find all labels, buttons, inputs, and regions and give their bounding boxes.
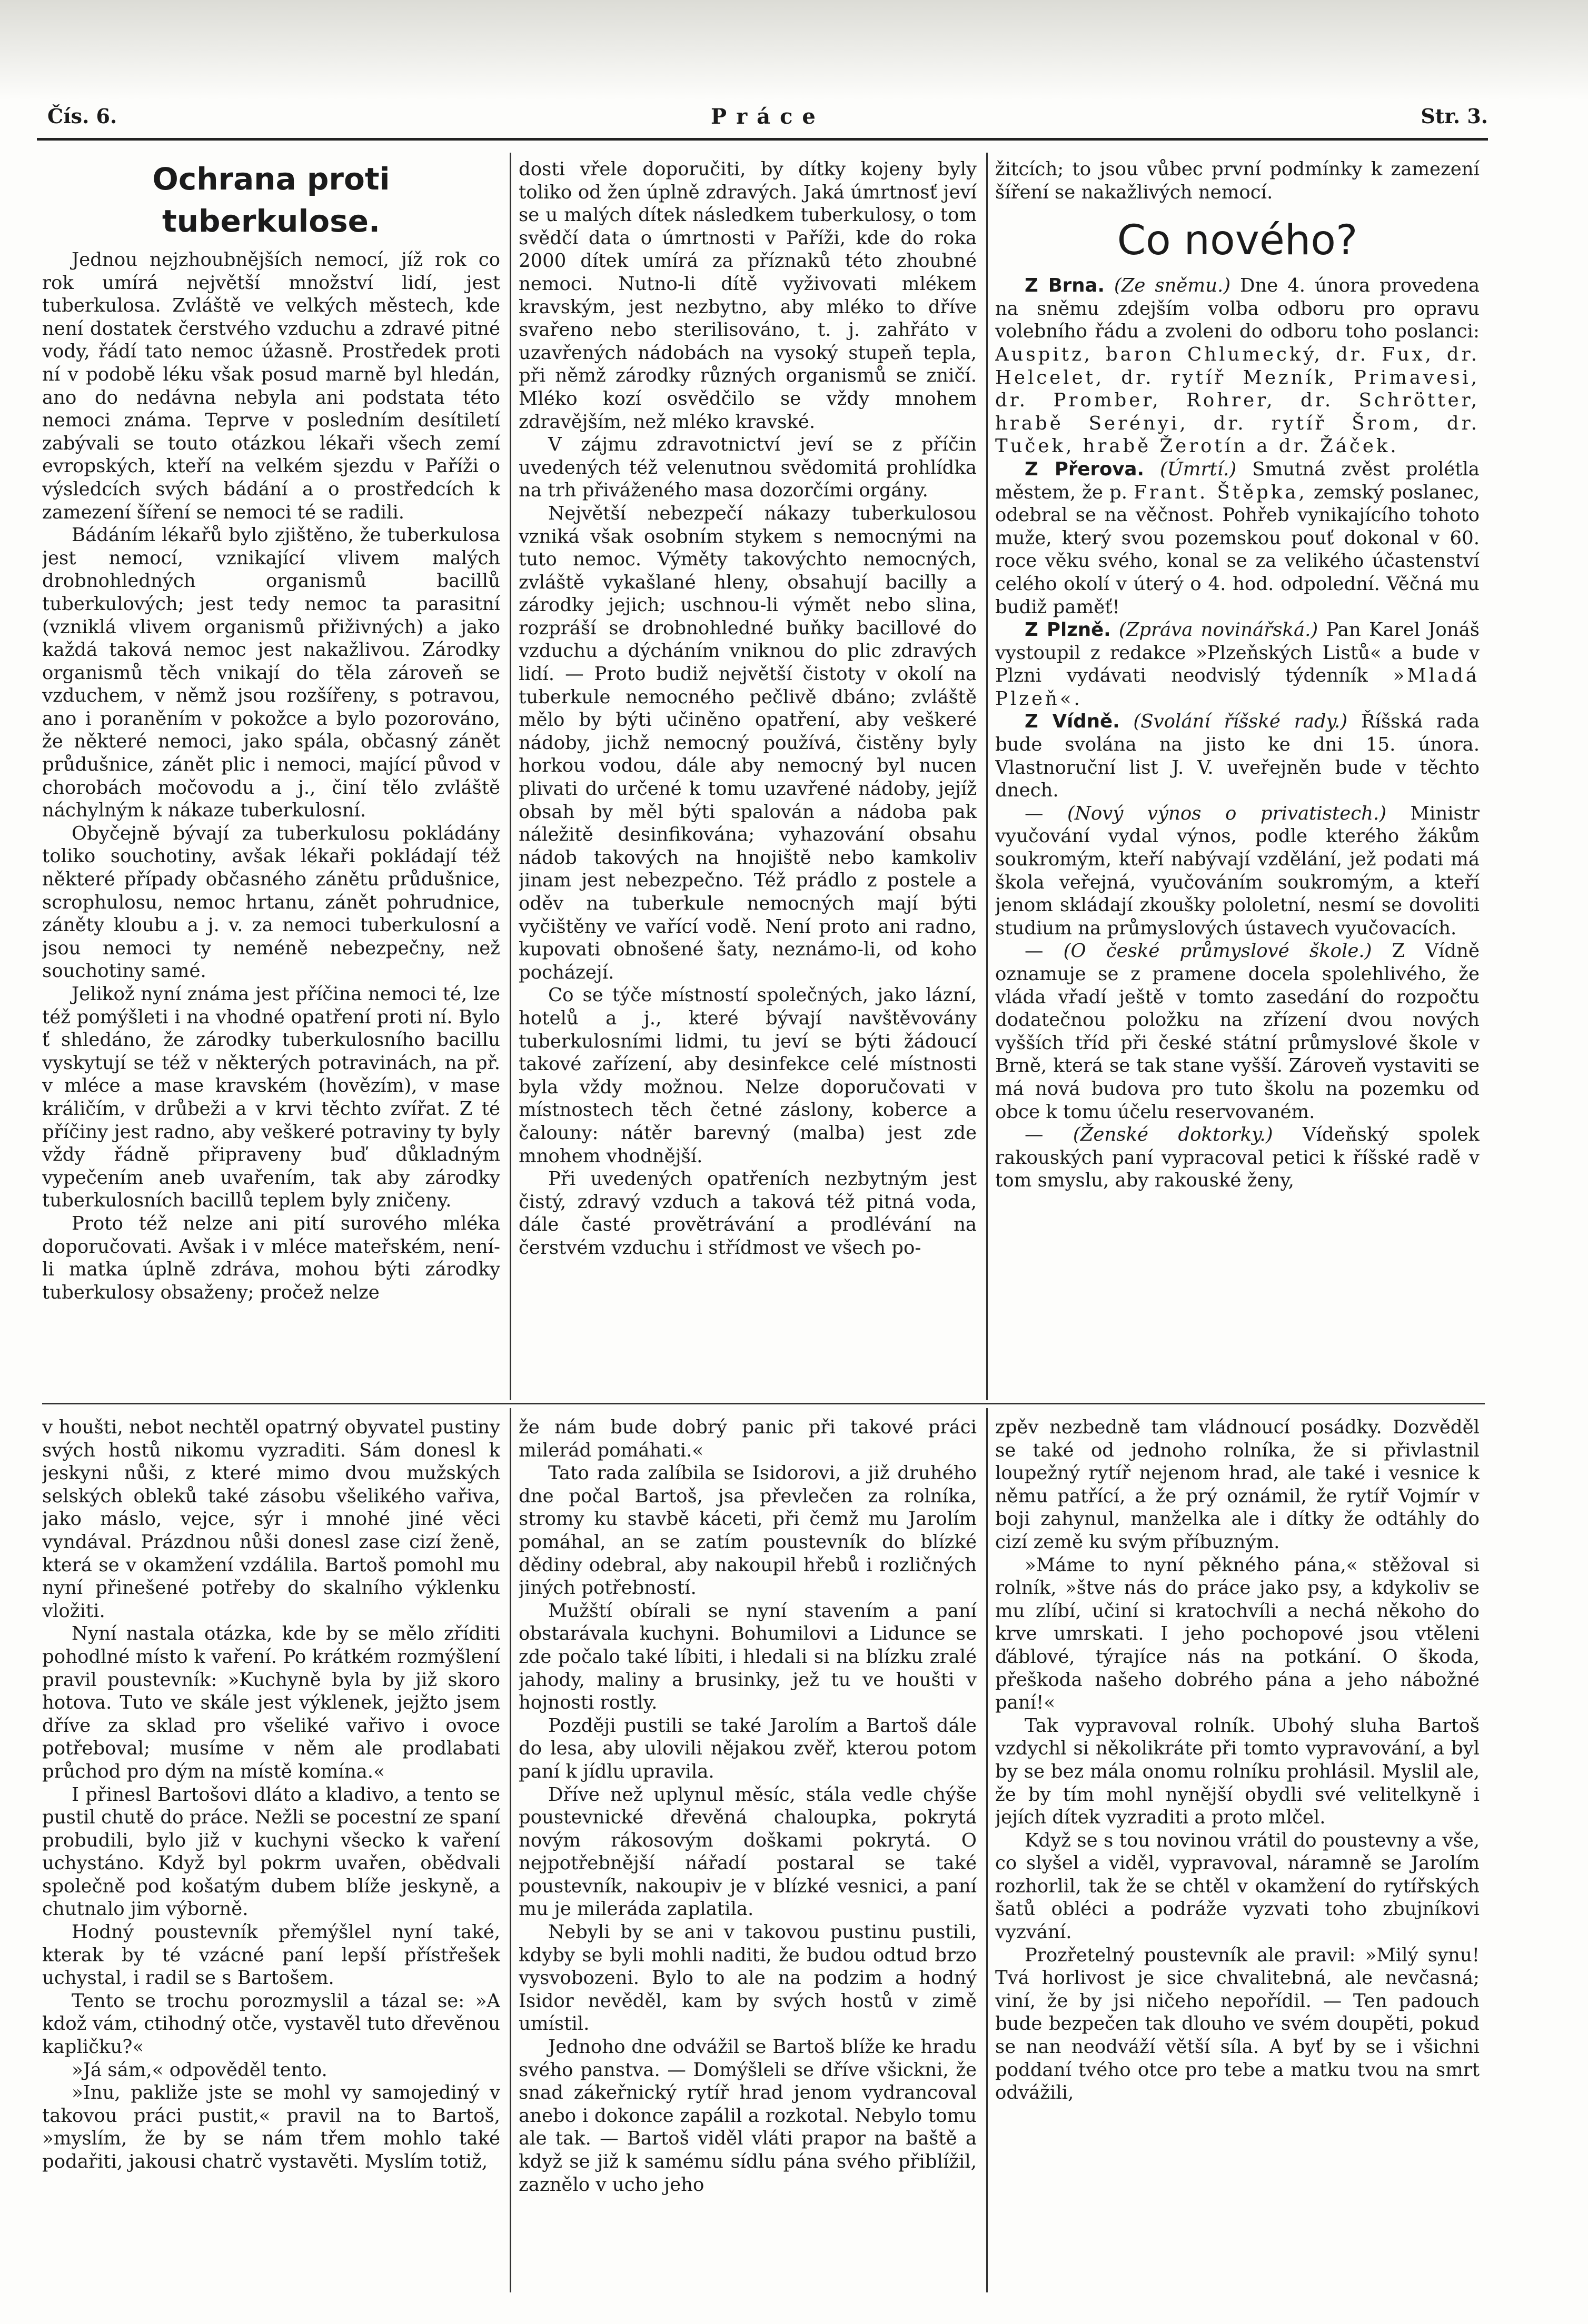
article-paragraph: Největší nebezpečí nákazy tuberkulosou vzniká však osobním stykem s nemocnými na tuto nemoc. Výměty takovýchto nemocných, zvláště vykašlané hleny, obsahují bacilly a zárodky jejich; uschnou-li výmět nebo slina, rozpráší se drobnohledné buňky bacillové do vzduchu a dýcháním vniknou do plic zdravých lidí. — Proto budiž největší čistoty v okolí na tuberkule nemocného pečlivě dbáno; zvláště mělo by býti učiněno opatření, aby veškeré nádoby, jichž nemocný používá, čistěny byly horkou vodou, dále aby nemocný byl nucen plivati do určené k tomu uzavřené nádoby, jejíž obsah by měl býti spalován a nádoba pak náležitě desinfikována; vyhazování obsahu nádob takových na hnojiště nebo kamkoliv jinam jest nebezpečno. Též prádlo z postele a oděv na tuberkule nemocných mají býti vyčištěny ve vařící vodě. Není proto ani radno, kupovati obnošené šaty, neznámo-li, od koho pocházejí. [519,502,977,983]
news-city: Z Brna. [1025,275,1105,297]
news-column [995,158,1480,1400]
article-paragraph: Obyčejně bývají za tuberkulosu pokládány toliko souchotiny, avšak lékaři pokládají též některé případy občasného zánětu průdušnice, scrophulosu, nemoc hrtanu, zánět pohrudnice, záněty kloubu a j. v. za nemoci tuberkulosní a jsou nemoci ty neméně nebezpečny, než souchotiny samé. [42,822,500,982]
story-paragraph: zpěv nezbedně tam vládnoucí posádky. Dozvěděl se také od jednoho rolníka, že si přivlastnil loupežný rytíř nejenom hrad, ale také i vesnice k němu patřící, a že prý oznámil, že rytíř Vojmír v boji zahynul, manželka ale i dítky že odtáhly do cizí země ku svým příbuzným. [995,1417,1480,1553]
news-city: Z Vídně. [1025,711,1120,733]
story-paragraph: Hodný poustevník přemýšlel nyní také, kterak by té vzácné paní lepší přístřešek uchystal, i radil se s Bartošem. [42,1921,500,1989]
article-paragraph: Co se týče místností společných, jako lázní, hotelů a j., které bývají navštěvovány tuberkulosními lidmi, tu jeví se býti žádoucí takové zařízení, aby desinfekce celé místnosti byla vždy možnou. Nelze doporučovati v místnostech těch četné záslony, koberce a čalouny: nátěr barevný (malba) jest zde mnohem vhodnější. [519,984,977,1167]
story-paragraph: Tato rada zalíbila se Isidorovi, a již druhého dne počal Bartoš, jsa převlečen za rolníka, stromy ku stavbě káceti, při čemž mu Jarolím pomáhal, an se zatím poustevník do blízké dědiny odebral, aby nakoupil hřebů i rozličných jiných potřebností. [519,1462,977,1599]
column-divider [510,1408,511,2292]
article-paragraph: V zájmu zdravotnictví jeví se z příčin uvedených též velenutnou svědomitá prohlídka na trh přiváženého masa dozorčími orgány. [519,434,977,502]
header-rule [37,138,1488,141]
story-paragraph: Mužští obírali se nyní stavením a paní obstarávala kuchyni. Bohumilovi a Lidunce se zde počalo také líbiti, i hledali si na blízku zralé jahody, maliny a brusinky, jež tu ve houšti v hojnosti rostly. [519,1600,977,1714]
news-source: (Ženské doktorky.) [1073,1124,1273,1146]
page-number: Str. 3. [1421,104,1488,128]
article-paragraph: dosti vřele doporučiti, by dítky kojeny byly toliko od žen úplně zdravých. Jaká úmrtnosť jeví se u malých dítek následkem tuberkulosy, o tom svědčí data o úmrtnosti v Paříži, kde do roka 2000 dítek umírá za příznaků této zhoubné nemoci. Nutno-li dítě vyživovati mlékem kravským, jest nezbytno, aby mléko to dříve svařeno nebo sterilisováno, t. j. zahřáto v uzavřených nádobách na vysoký stupeň tepla, při němž zárodky různých organismů se zničí. Mléko kozí osvědčilo se vždy mnohem zdravějším, než mléko kravské. [519,158,977,433]
news-item-plzen: Z Plzně. (Zpráva novinářská.) Pan Karel Jonáš vystoupil z redakce »Plzeňských Listů« a bude v Plzni vydávati neodvislý týdenník »Mladá Plzeň«. [995,619,1480,710]
news-item-viden: Z Vídně. (Svolání říšské rady.) Říšská rada bude svolána na jisto ke dni 15. února. Vlastnoruční list J. V. uveřejněn bude v těchto dnech. [995,711,1480,802]
news-source: (Zpráva novinářská.) [1118,619,1318,641]
story-column-3 [995,1416,1480,2285]
story-paragraph: Dříve než uplynul měsíc, stála vedle chýše poustevnické dřevěná chaloupka, pokrytá novým rákosovým doškami pokrytá. O nejpotřebnější nářadí postaral se také poustevník, nakoupiv je v blízké vesnici, a paní mu je mileráda zaplatila. [519,1783,977,1920]
page-header [37,104,1488,141]
news-source: (Svolání říšské rady.) [1133,711,1348,733]
article-column-2 [519,158,977,1400]
news-item-industrial-school: — (O české průmyslové škole.) Z Vídně oznamuje se z pramene docela spolehlivého, že vláda vřadí ještě v tomto zasedání do rozpočtu dodatečnou položku na zřízení dvou nových vyšších tříd při české státní průmyslové škole v Brně, která se tak stane vyšší. Zároveň vystaviti se má nová budova pro tuto školu na pozemku od obce k tomu účelu reservovaném. [995,940,1480,1123]
story-paragraph: »Máme to nyní pěkného pána,« stěžoval si rolník, »štve nás do práce jako psy, a kdykoliv se mu zlíbí, učiní si kratochvíli a nechá někoho do krve umrskati. I jeho pochopové jsou vtěleni ďáblové, týrajíce nás na potkání. O škoda, přeškoda našeho dobrého pána a jeho nábožné paní!« [995,1554,1480,1714]
newspaper-title: Práce [711,104,825,129]
news-section-title: Co nového? [1117,217,1358,265]
article-paragraph: Jednou nejzhoubnějších nemocí, jíž rok co rok umírá největší množství lidí, jest tuberkulosa. Zvláště ve velkých městech, kde není dostatek čerstvého vzduchu a zdravé pitné vody, řádí tato nemoc úžasně. Prostředek proti ní v podobě léku však posud marně byl hledán, ano do nedávna nebyla ani podstata této nemoci známa. Teprve v posledním desítiletí zabývali se touto otázkou lékaři všech zemí evropských, kteří na velkém sjezdu v Paříži o výsledcích svých bádání a o prostředcích k zamezení šíření se nemoci té se radili. [42,249,500,523]
story-paragraph: v houšti, nebot nechtěl opatrný obyvatel pustiny svých hostů nikomu vyzraditi. Sám donesl k jeskyni nůši, z které mimo dvou mužských selských obleků také zásobu všelikého vařiva, jako máslo, vejce, sýr i mnohé jiné věci vyndával. Prázdnou nůši donesl zase cizí ženě, která se v okamžení vzdálila. Bartoš pomohl mu nyní přinešené potřeby do skalního výklenku vložiti. [42,1417,500,1622]
story-column-2 [519,1416,977,2285]
story-paragraph: Nyní nastala otázka, kde by se mělo zříditi pohodlné místo k vaření. Po krátkém rozmýšlení pravil poustevník: »Kuchyně byla by již skoro hotova. Tuto ve skále jest výklenek, jejžto jsem dříve za sklad pro všeliké vařivo i ovoce potřeboval; musíme v něm ale prodlabati průchod pro dým na místě komína.« [42,1623,500,1782]
story-paragraph: Tak vypravoval rolník. Ubohý sluha Bartoš vzdychl si několikráte při tomto vypravování, a byl by se bez mála onomu rolníku prohlásil. Myslil ale, že by tím mohl nynější obydli své velitelkyně i jejích dítek vyzraditi a proto mlčel. [995,1714,1480,1829]
story-paragraph: Nebyli by se ani v takovou pustinu pustili, kdyby se byli mohli naditi, že budou odtud brzo vysvobozeni. Bylo to ale na podzim a hodný Isidor nevěděl, kam by svých hostů v zimě umístil. [519,1921,977,2035]
story-paragraph: že nám bude dobrý panic při takové práci milerád pomáhati.« [519,1417,977,1461]
weekly-name: »Mladá Plzeň«. [995,665,1480,710]
story-paragraph: »Inu, pakliže jste se mohl vy samojediný v takovou práci pustit,« pravil na to Bartoš, »myslím, že by se nám třem mohlo také podařiti, jakousi chatrč vystavěti. Myslím totiž, [42,2082,500,2172]
news-source: (Ze sněmu.) [1114,275,1231,297]
story-paragraph: »Já sám,« odpověděl tento. [72,2059,327,2081]
column-divider [986,153,988,1400]
news-item-privatists: — (Nový výnos o privatistech.) Ministr vyučování vydal výnos, podle kterého žákům soukromým, kteří nabývají vzdělání, jež podati má škola veřejná, vyučováním soukromým, a kteří jenom skládají zkoušky pololetní, nesmí se dovoliti studium na průmyslových ústavech vyučovacích. [995,802,1480,939]
article-end: žitcích; to jsou vůbec první podmínky k zamezení šíření se nakažlivých nemocí. [995,158,1480,203]
section-divider [42,1403,1485,1404]
story-paragraph: Když se s tou novinou vrátil do poustevny a vše, co slyšel a viděl, vypravoval, náramně se Jarolím rozhorlil, tak že se chtěl v okamžení do rytířských šatů obléci a podráže vyzvati toho zbujníkovi vyzvání. [995,1829,1480,1943]
article-title: Ochrana proti tuberkulose. [152,161,390,239]
story-paragraph: I přinesl Bartošovi dláto a kladivo, a tento se pustil chutě do práce. Nežli se pocestní ze spaní probudili, bylo již v kuchyni všecko k vaření uchystáno. Když byl pokrm uvařen, obědvali společně pod košatým dubem blíže jeskyně, a chutnalo jim výborně. [42,1783,500,1920]
story-paragraph: Jednoho dne odvážil se Bartoš blíže ke hradu svého panstva. — Domýšleli se dříve všickni, že snad zákeřnický rytíř hrad jenom vydrancoval anebo i dokonce zapálil a rozkotal. Nebylo tomu ale tak. — Bartoš viděl vláti prapor na baště a když se již k samému sídlu pána svého přiblížil, zaznělo v ucho jeho [519,2036,977,2196]
issue-number: Čís. 6. [47,104,117,128]
deputy-names: Auspitz, baron Chlumecký, dr. Fux, dr. Helcelet, dr. rytíř Mezník, Primavesi, dr. Promber, Rohrer, dr. Schrötter, hrabě Serényi, dr. rytíř Šrom, dr. Tuček, hrabě Žerotín a dr. Žáček. [995,343,1480,457]
paper-top-shading [0,0,1588,100]
article-paragraph: Bádáním lékařů bylo zjištěno, že tuberkulosa jest nemocí, vznikající vlivem malých drobnohledných organismů bacillů tuberkulových; jest tedy nemoc ta parasitní (vzniklá vlivem organismů přiživných) a jako každá taková nemoc jest nakažlivou. Zárodky organismů těch vnikají do těla zároveň se vzduchem, v němž jsou rozšířeny, s potravou, ano i poraněním v pokožce a bylo pozorováno, že některé nemoci, jako spála, občasný zánět průdušnice, zánět plic i nemoci, mající původ v chorobách močovodu a j., činí tělo zvláště náchylným k nákaze tuberkulosní. [42,524,500,822]
story-paragraph: Prozřetelný poustevník ale pravil: »Milý synu! Tvá horlivost je sice chvalitebná, ale nevčasná; viní, že by jsi ničeho nepořídil. — Ten padouch bude bezpečen tak dlouho ve svém doupěti, pokud se nan neodváží větší síla. A byť by se i všichni poddaní tvého otce pro tebe a matku tvou na smrt odvážili, [995,1944,1480,2104]
news-item-prerov: Z Přerova. (Úmrtí.) Smutná zvěst prolétla městem, že p. Frant. Štěpka, zemský poslanec, odebral se na věčnost. Pohřeb vynikajícího tohoto muže, který svou pozemskou pouť dokonal v 60. roce věku svého, konal se za velikého účastenství celého okolí v úterý o 4. hod. odpolední. Věčná mu budiž paměť! [995,458,1480,618]
news-item-women-doctors: — (Ženské doktorky.) Vídeňský spolek rakouských paní vypracoval petici k říšské radě v tom smyslu, aby rakouské ženy, [995,1124,1480,1192]
story-column-1 [42,1416,500,2285]
news-item-brno: Z Brna. (Ze sněmu.) Dne 4. února provedena na sněmu zdejším volba odboru pro opravu volebního řádu a zvoleni do odboru toho poslanci: Auspitz, baron Chlumecký, dr. Fux, dr. Helcelet, dr. rytíř Mezník, Primavesi, dr. Promber, Rohrer, dr. Schrötter, hrabě Serényi, dr. rytíř Šrom, dr. Tuček, hrabě Žerotín a dr. Žáček. [995,275,1480,457]
article-paragraph: Proto též nelze ani pití surového mléka doporučovati. Avšak i v mléce mateřském, není-li matka úplně zdráva, mohou býti zárodky tuberkulosy obsaženy; pročež nelze [42,1212,500,1303]
article-paragraph: Jelikož nyní známa jest příčina nemoci té, lze též pomýšleti i na vhodné opatření proti ní. Bylo ť shledáno, že zárodky tuberkulosního bacillu vyskytují se též v některých potravinách, na př. v mléce a mase kravském (hovězím), v mase králičím, v drůbeži a v krvi těchto zvířat. Z té příčiny jest radno, aby veškeré potraviny ty byly vždy řádně připraveny buď důkladným vypečením aneb uvařením, tak aby zárodky tuberkulosních bacillů teplem byly zničeny. [42,983,500,1212]
news-city: Z Přerova. [1025,458,1144,480]
column-divider [986,1408,988,2292]
article-paragraph: Při uvedených opatřeních nezbytným jest čistý, zdravý vzduch a taková též pitná voda, dále časté provětrávání a prodlévání na čerstvém vzduchu i střídmost ve všech po- [519,1168,977,1259]
news-source: (Nový výnos o privatistech.) [1067,802,1387,824]
news-source: (O české průmyslové škole.) [1063,940,1372,962]
deceased-name: Frant. Štěpka, [1134,481,1307,503]
news-city: Z Plzně. [1025,619,1111,641]
column-divider [510,153,511,1400]
news-source: (Úmrtí.) [1160,458,1237,480]
article-column-1 [42,158,500,1400]
story-paragraph: Tento se trochu porozmyslil a tázal se: »A kdož vám, ctihodný otče, vystavěl tuto dřevěnou kapličku?« [42,1990,500,2058]
story-paragraph: Později pustili se také Jarolím a Bartoš dále do lesa, aby ulovili nějakou zvěř, kterou potom paní k jídlu upravila. [519,1714,977,1782]
